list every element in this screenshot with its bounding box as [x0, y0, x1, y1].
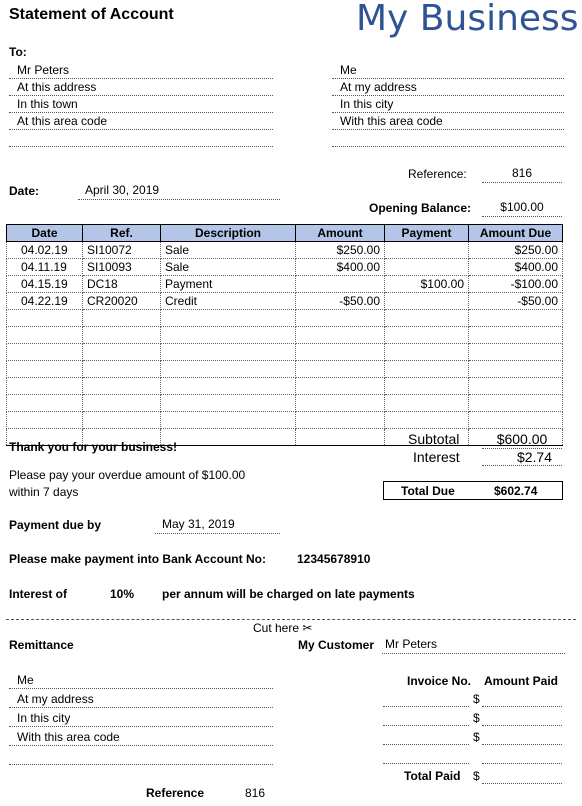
- table-row: [7, 395, 563, 412]
- cell-ref: SI10093: [83, 259, 161, 276]
- cell-amount-due: [469, 327, 563, 344]
- cell-amount-due: $400.00: [469, 259, 563, 276]
- subtotal-value: $600.00: [482, 431, 562, 449]
- cell-description: Sale: [161, 259, 296, 276]
- cell-payment: [385, 361, 469, 378]
- cut-line: [6, 619, 576, 620]
- cell-ref: DC18: [83, 276, 161, 293]
- sender-line-4: With this area code: [332, 113, 564, 130]
- amount-paid-field-2[interactable]: [482, 709, 562, 726]
- col-header-payment: Payment: [385, 225, 469, 242]
- cell-amount: [296, 412, 385, 429]
- reference-label: Reference:: [408, 167, 467, 181]
- cell-amount-due: -$100.00: [469, 276, 563, 293]
- cell-description: [161, 310, 296, 327]
- my-customer-value: Mr Peters: [382, 637, 565, 654]
- cell-payment: [385, 412, 469, 429]
- table-row: [7, 361, 563, 378]
- cell-description: [161, 412, 296, 429]
- remit-sender-line-1: Me: [9, 672, 273, 689]
- interest-rate: 10%: [110, 587, 135, 601]
- cell-payment: $100.00: [385, 276, 469, 293]
- to-label: To:: [9, 45, 27, 59]
- currency-symbol: $: [473, 730, 480, 744]
- date-label: Date:: [9, 184, 40, 198]
- table-row: [7, 412, 563, 429]
- cell-amount: [296, 395, 385, 412]
- invoice-no-field-2[interactable]: [383, 709, 469, 726]
- col-header-date: Date: [7, 225, 83, 242]
- remit-sender-line-3: In this city: [9, 710, 273, 727]
- overdue-line-1: Please pay your overdue amount of $100.00: [9, 468, 246, 482]
- cell-amount: $250.00: [296, 242, 385, 259]
- page-title: Statement of Account: [9, 6, 174, 23]
- amount-paid-field-4[interactable]: [482, 747, 562, 764]
- cut-here-label: Cut here ✂: [253, 621, 313, 635]
- cell-amount-due: [469, 395, 563, 412]
- table-row: [7, 259, 563, 276]
- cell-date: [7, 361, 83, 378]
- sender-line-5: [332, 130, 564, 147]
- col-header-description: Description: [161, 225, 296, 242]
- currency-symbol: $: [473, 692, 480, 706]
- amount-paid-field-1[interactable]: [482, 690, 562, 707]
- cell-amount: [296, 378, 385, 395]
- cell-description: [161, 378, 296, 395]
- col-header-ref: Ref.: [83, 225, 161, 242]
- cell-date: [7, 310, 83, 327]
- cell-payment: [385, 259, 469, 276]
- cell-amount-due: [469, 361, 563, 378]
- cell-amount: [296, 276, 385, 293]
- cell-amount: [296, 344, 385, 361]
- cell-date: [7, 395, 83, 412]
- cell-amount: [296, 361, 385, 378]
- reference-value: 816: [482, 166, 562, 183]
- sender-line-3: In this city: [332, 96, 564, 113]
- payment-due-label: Payment due by: [9, 518, 102, 532]
- payment-due-date: May 31, 2019: [155, 517, 280, 534]
- transactions-table: [6, 224, 563, 446]
- cell-date: 04.22.19: [7, 293, 83, 310]
- remittance-label: Remittance: [9, 638, 74, 652]
- remit-sender-line-4: With this area code: [9, 729, 273, 746]
- customer-line-3: In this town: [9, 96, 273, 113]
- amount-paid-field-3[interactable]: [482, 728, 562, 745]
- cell-amount-due: [469, 310, 563, 327]
- customer-line-2: At this address: [9, 79, 273, 96]
- currency-symbol: $: [473, 769, 480, 783]
- total-due-label: Total Due: [401, 484, 455, 498]
- total-paid-label: Total Paid: [404, 769, 461, 783]
- cell-ref: [83, 327, 161, 344]
- cell-date: [7, 378, 83, 395]
- col-header-amount: Amount: [296, 225, 385, 242]
- cell-amount: -$50.00: [296, 293, 385, 310]
- subtotal-label: Subtotal: [408, 431, 460, 447]
- opening-balance-label: Opening Balance:: [369, 201, 472, 215]
- remit-sender-line-5: [9, 748, 273, 765]
- cell-payment: [385, 293, 469, 310]
- customer-line-4: At this area code: [9, 113, 273, 130]
- cell-ref: SI10072: [83, 242, 161, 259]
- business-logo-text: My Business: [356, 0, 579, 39]
- cell-description: Sale: [161, 242, 296, 259]
- table-row: [7, 293, 563, 310]
- cell-description: [161, 429, 296, 446]
- col-header-amount-due: Amount Due: [469, 225, 563, 242]
- currency-symbol: $: [473, 711, 480, 725]
- cell-description: Payment: [161, 276, 296, 293]
- cell-amount-due: [469, 344, 563, 361]
- customer-line-1: Mr Peters: [9, 62, 273, 79]
- cell-date: 04.02.19: [7, 242, 83, 259]
- invoice-no-field-3[interactable]: [383, 728, 469, 745]
- table-row: [7, 242, 563, 259]
- cell-amount: [296, 429, 385, 446]
- opening-balance-value: $100.00: [482, 200, 562, 217]
- sender-line-1: Me: [332, 62, 564, 79]
- table-row: [7, 327, 563, 344]
- cell-payment: [385, 327, 469, 344]
- cell-amount-due: -$50.00: [469, 293, 563, 310]
- my-customer-label: My Customer: [298, 638, 375, 652]
- cell-payment: [385, 344, 469, 361]
- cell-ref: [83, 361, 161, 378]
- table-row: [7, 378, 563, 395]
- cell-date: [7, 327, 83, 344]
- cell-description: Credit: [161, 293, 296, 310]
- cell-amount: [296, 310, 385, 327]
- invoice-no-header: Invoice No.: [407, 674, 472, 688]
- cell-description: [161, 395, 296, 412]
- interest-note-prefix: Interest of: [9, 587, 68, 601]
- statement-date: April 30, 2019: [78, 183, 280, 200]
- remit-sender-line-2: At my address: [9, 691, 273, 708]
- cell-date: [7, 412, 83, 429]
- interest-value: $2.74: [482, 449, 562, 466]
- interest-note-suffix: per annum will be charged on late payments: [162, 587, 415, 601]
- cell-ref: [83, 378, 161, 395]
- remit-reference-value: 816: [245, 786, 266, 800]
- overdue-line-2: within 7 days: [9, 485, 79, 499]
- table-row: [7, 276, 563, 293]
- sender-line-2: At my address: [332, 79, 564, 96]
- interest-label: Interest: [413, 449, 460, 465]
- cell-description: [161, 344, 296, 361]
- cell-description: [161, 361, 296, 378]
- total-paid-field[interactable]: [482, 767, 562, 784]
- invoice-no-field-1[interactable]: [383, 690, 469, 707]
- bank-account-number: 12345678910: [297, 552, 371, 566]
- cell-amount-due: [469, 412, 563, 429]
- cell-amount: $400.00: [296, 259, 385, 276]
- table-row: [7, 310, 563, 327]
- table-row: [7, 344, 563, 361]
- cell-amount-due: $250.00: [469, 242, 563, 259]
- bank-label: Please make payment into Bank Account No:: [9, 552, 266, 566]
- cell-payment: [385, 378, 469, 395]
- cell-ref: [83, 344, 161, 361]
- invoice-no-field-4[interactable]: [383, 747, 469, 764]
- cell-date: 04.15.19: [7, 276, 83, 293]
- thank-you-note: Thank you for your business!: [9, 440, 178, 454]
- cell-ref: [83, 395, 161, 412]
- cell-payment: [385, 395, 469, 412]
- cell-date: [7, 344, 83, 361]
- cell-amount: [296, 327, 385, 344]
- table-header-row: [7, 225, 563, 242]
- total-due-value: $602.74: [494, 484, 538, 498]
- cell-ref: [83, 412, 161, 429]
- cell-ref: [83, 310, 161, 327]
- amount-paid-header: Amount Paid: [484, 674, 558, 688]
- customer-line-5: [9, 130, 273, 147]
- cell-description: [161, 327, 296, 344]
- cell-ref: CR20020: [83, 293, 161, 310]
- cell-date: 04.11.19: [7, 259, 83, 276]
- cell-amount-due: [469, 378, 563, 395]
- remit-reference-label: Reference: [146, 786, 205, 800]
- cell-payment: [385, 310, 469, 327]
- cell-payment: [385, 242, 469, 259]
